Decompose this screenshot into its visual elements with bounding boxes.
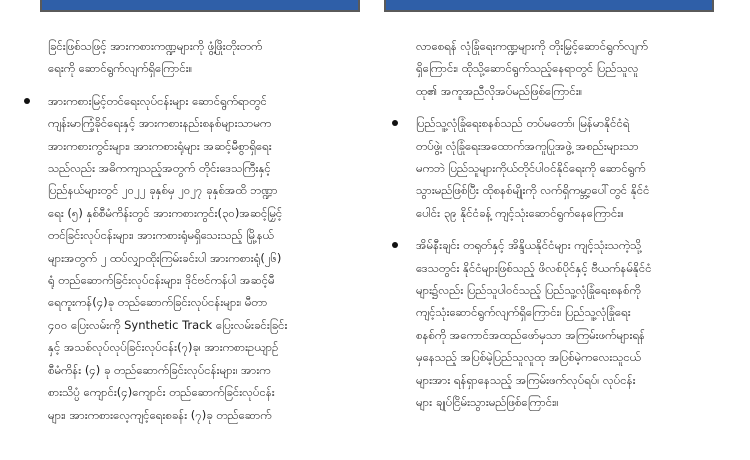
text-line: ရေကူးကန်(၄)ခု တည်ဆောက်ခြင်းလုပ်ငန်းများ၊ မီတာ	[48, 295, 268, 310]
text-line: တင်ခြင်းလုပ်ငန်းများ၊ အားကစားရုံမရှိသေးသည့် မြို့နယ်	[48, 228, 274, 243]
text-line: အိမ်နီးချင်း တရုတ်နှင့် အိန္ဒိယနိုင်ငံများ ကျင့်သုံးသကဲ့သို့	[416, 238, 642, 253]
text-line: ထု၏ အကူအညီလိုအပ်မည်ဖြစ်ကြောင်း။	[416, 83, 583, 98]
text-line: စီမံကိန်း (၄) ခု တည်ဆောက်ခြင်းလုပ်ငန်းများ၊ အားက	[48, 362, 271, 377]
text-line: ခြင်းဖြစ်သဖြင့် အားကစားကဏ္ဍများကို ဖွံ့ဖြိုးတိုးတက်	[48, 39, 263, 53]
text-line: ကျင့်သုံးဆောင်ရွက်လျက်ရှိကြောင်း၊ ပြည်သူ့လုံခြုံရေး	[416, 305, 631, 320]
text-line: စားသိပ္ပံ ကျောင်း(၄)ကျောင်း တည်ဆောက်ခြင်းလုပ်ငန်း	[48, 385, 275, 400]
text-line: ၄၀၀ ပြေးလမ်းကို Synthetic Track ပြေးလမ်းခင်းခြင်း	[48, 317, 288, 332]
text-line: ရုံ တည်ဆောက်ခြင်းလုပ်ငန်းများ၊ ဒိုင်ဗင်ကန်ပါ အဆင့်မီ	[48, 273, 275, 288]
text-line: ရေးကို ဆောင်ရွက်လျက်ရှိကြောင်း။	[48, 61, 193, 76]
left-bullet-paragraph	[22, 90, 367, 426]
text-line: ရှိကြောင်း၊ ထိုသို့ဆောင်ရွက်သည့်နေရာတွင် ပြည်သူလူ	[416, 61, 639, 76]
bullet-icon	[392, 242, 398, 248]
text-line: ဒေသတွင်း နိုင်ငံများဖြစ်သည့် ဖိလစ်ပိုင်နှင့် ဗီယက်နမ်နိုင်ငံ	[416, 260, 652, 275]
right-intro-paragraph	[390, 35, 740, 102]
right-bullet2-text	[416, 234, 740, 413]
text-line: ပြည်နယ်များတွင် ၂၀၂၂ ခုနှစ်မှ ၂၀၂၇ ခုနှစ်အထိ ဘဏ္ဍာ	[48, 183, 278, 198]
text-line: များ ချုပ်ငြိမ်းသွားမည်ဖြစ်ကြောင်း။	[416, 395, 559, 410]
left-intro-paragraph	[22, 35, 367, 80]
text-line: မကဘဲ ပြည်သူများကိုယ်တိုင်ပါဝင်နိုင်ရေးကို ဆောင်ရွက်	[416, 161, 646, 176]
text-line: သွားမည်ဖြစ်ပြီး ထိုစနစ်မျိုးကို လက်ရှိကမ္ဘာ့ပေါ်တွင် နိုင်ငံ	[416, 183, 650, 198]
right-bullet-paragraph-2	[390, 234, 740, 413]
text-line: များအား ရန်ရှာနေသည့် အကြမ်းဖက်လုပ်ရပ်၊ လုပ်ငန်း	[416, 372, 636, 387]
text-line: အားကစားကွင်းများ၊ အားကစားရုံများ အဆင့်မီစွာရှိရေး	[48, 138, 272, 153]
text-line: ကျန်းမာကြံ့ခိုင်ရေးနှင့် အားကစားနည်းစနစ်များသာမက	[48, 116, 272, 131]
text-line: သည်လည်း အဓိကကျသည့်အတွက် တိုင်းဒေသကြီးနှင့်	[48, 161, 271, 176]
right-bullet1-text	[416, 112, 740, 224]
text-line: စနစ်ကို အကောင်အထည်ဖော်မှသာ အကြမ်းဖက်များရန်	[416, 327, 646, 342]
top-right-photo	[384, 0, 714, 12]
text-line: အားကစားမြင့်တင်ရေးလုပ်ငန်းများ ဆောင်ရွက်ရာတွင်	[48, 93, 267, 108]
text-line: လာစေရန် လုံခြုံရေးကဏ္ဍများကို တိုးမြှင့်ဆောင်ရွက်လျက်	[416, 39, 648, 53]
text-line: များအတွက် ၂ ထပ်လျှာထိုးကြမ်းခင်းပါ အားကစားရုံ(၂၆)	[48, 250, 282, 265]
right-column	[390, 35, 740, 414]
left-column	[22, 35, 367, 426]
top-left-photo	[40, 0, 360, 12]
left-bullet-text	[48, 90, 367, 426]
text-line: မှနေသည့် အပြစ်မဲ့ပြည်သူလူထု အပြစ်မဲ့ကလေးသူငယ်	[416, 350, 641, 365]
text-line: ရေး (၅) နှစ်စီမံကိန်းတွင် အားကစားကွင်း(၃၀)အဆင့်မြှင့်	[48, 205, 283, 220]
text-line: များ၌လည်း ပြည်သူပါဝင်သည့် ပြည်သူ့လုံခြုံရေးစနစ်ကို	[416, 283, 641, 298]
bullet-icon	[392, 120, 398, 126]
text-line: ပေါင်း ၃၉ နိုင်ငံခန့် ကျင့်သုံးဆောင်ရွက်နေကြောင်း။	[416, 205, 624, 220]
text-line: များ၊ အားကစားလေ့ကျင့်ရေးစခန်း (၇)ခု တည်ဆောက်	[48, 407, 272, 422]
text-line: နှင့် အသစ်လုပ်လုပ်ခြင်းလုပ်ငန်း(၇)ခု၊ အားကစားဥယျာဉ်	[48, 340, 279, 355]
bullet-icon	[24, 98, 30, 104]
text-line: တပ်ဖွဲ့၊ လုံခြုံရေးအထောက်အကူပြုအဖွဲ့ အစည်းများသာ	[416, 138, 639, 153]
right-bullet-paragraph-1	[390, 112, 740, 224]
text-line: ပြည်သူ့လုံခြုံရေးစနစ်သည် တပ်မတော်၊ မြန်မာနိုင်ငံရဲ	[416, 116, 630, 131]
